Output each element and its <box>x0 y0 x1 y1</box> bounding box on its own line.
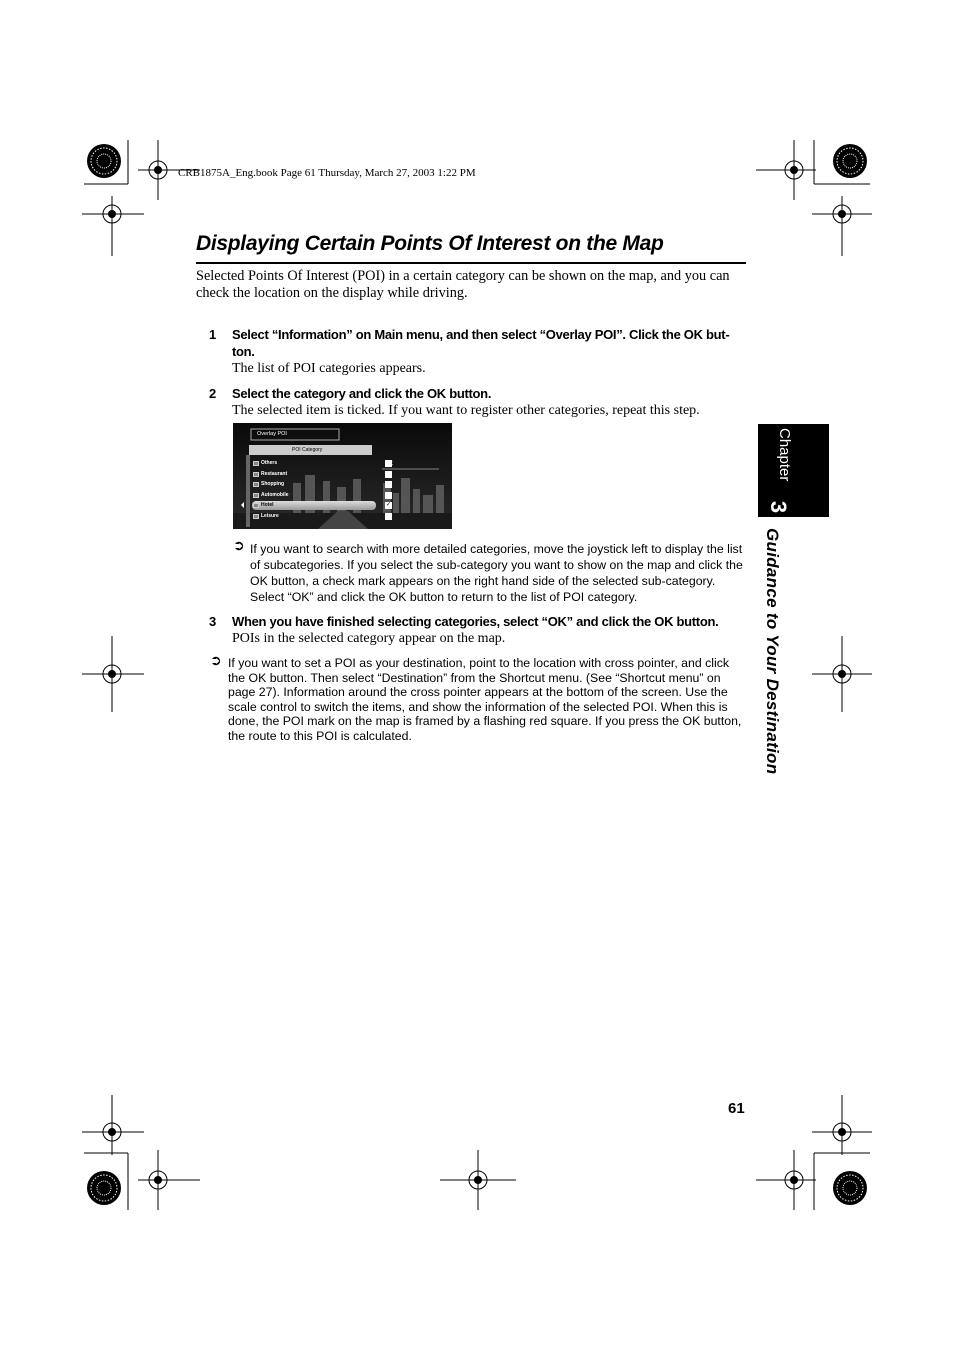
page-number: 61 <box>728 1100 745 1117</box>
checkbox[interactable] <box>385 492 392 499</box>
category-row[interactable]: Automobile <box>252 491 376 500</box>
category-row[interactable]: Others <box>252 459 376 468</box>
step-instruction-cont: ton. <box>232 344 255 359</box>
overlay-poi-screenshot <box>233 423 452 529</box>
step-number: 3 <box>209 614 217 629</box>
category-row[interactable]: Leisure <box>252 512 376 521</box>
window-title: Overlay POI <box>257 431 287 437</box>
checkbox[interactable] <box>385 513 392 520</box>
title-rule <box>196 262 746 264</box>
chapter-tab <box>758 424 829 517</box>
note-text: If you want to search with more detailed categories, move the joystick left to display the list of subcategories. If you select the sub-category you want to show on the map and click the OK button, a check mark appears on the right hand side of the selected sub-category. Select “OK” and click the OK button to return to the list of POI category. <box>250 542 743 604</box>
step-result: The selected item is ticked. If you want to register other categories, repeat this step. <box>232 403 700 418</box>
step-number: 2 <box>209 386 217 401</box>
category-icon <box>253 482 259 487</box>
chapter-title: Guidance to Your Destination <box>763 528 782 775</box>
step-number: 1 <box>209 327 217 342</box>
category-icon <box>253 461 259 466</box>
intro-paragraph: Selected Points Of Interest (POI) in a certain category can be shown on the map, and you can check the location on the display while driving. <box>196 268 730 301</box>
checkbox[interactable] <box>385 460 392 467</box>
category-icon <box>253 514 259 519</box>
checkbox[interactable] <box>385 471 392 478</box>
panel-title: POI Category <box>292 447 323 453</box>
checkbox-checked[interactable]: ✓ <box>385 502 392 508</box>
step-result: POIs in the selected category appear on the map. <box>232 631 506 646</box>
file-header: CRB1875A_Eng.book Page 61 Thursday, March 27, 2003 1:22 PM <box>178 167 476 179</box>
step-result: The list of POI categories appears. <box>232 361 426 376</box>
note-arrow-icon: ➲ <box>233 538 245 554</box>
note-text: If you want to set a POI as your destination, point to the location with cross pointer, and click the OK button. Then select “Destination” from the Shortcut menu. (See “Shortcut menu” on page 27). Information around the cross pointer appears at the bottom of the screen. Use the scale control to switch the items, and show the information of the selected POI. When this is done, the POI mark on the map is framed by a flashing red square. If you press the OK button, the route to this POI is calculated. <box>228 656 742 743</box>
checkbox[interactable] <box>385 481 392 488</box>
category-row[interactable]: Shopping <box>252 480 376 489</box>
note-arrow-icon: ➲ <box>210 653 222 669</box>
category-row-selected[interactable]: Hotel ✓ <box>252 501 376 510</box>
category-icon <box>253 472 259 477</box>
step-instruction: Select “Information” on Main menu, and then select “Overlay POI”. Click the OK but- <box>232 327 730 342</box>
category-icon <box>253 503 259 508</box>
category-row[interactable]: Restaurant <box>252 470 376 479</box>
step-instruction: Select the category and click the OK button. <box>232 386 492 401</box>
chapter-number: 3 <box>766 500 792 514</box>
section-title: Displaying Certain Points Of Interest on the Map <box>196 232 664 255</box>
step-instruction: When you have finished selecting categories, select “OK” and click the OK button. <box>232 614 719 629</box>
category-icon <box>253 493 259 498</box>
chapter-label: Chapter <box>776 428 793 482</box>
